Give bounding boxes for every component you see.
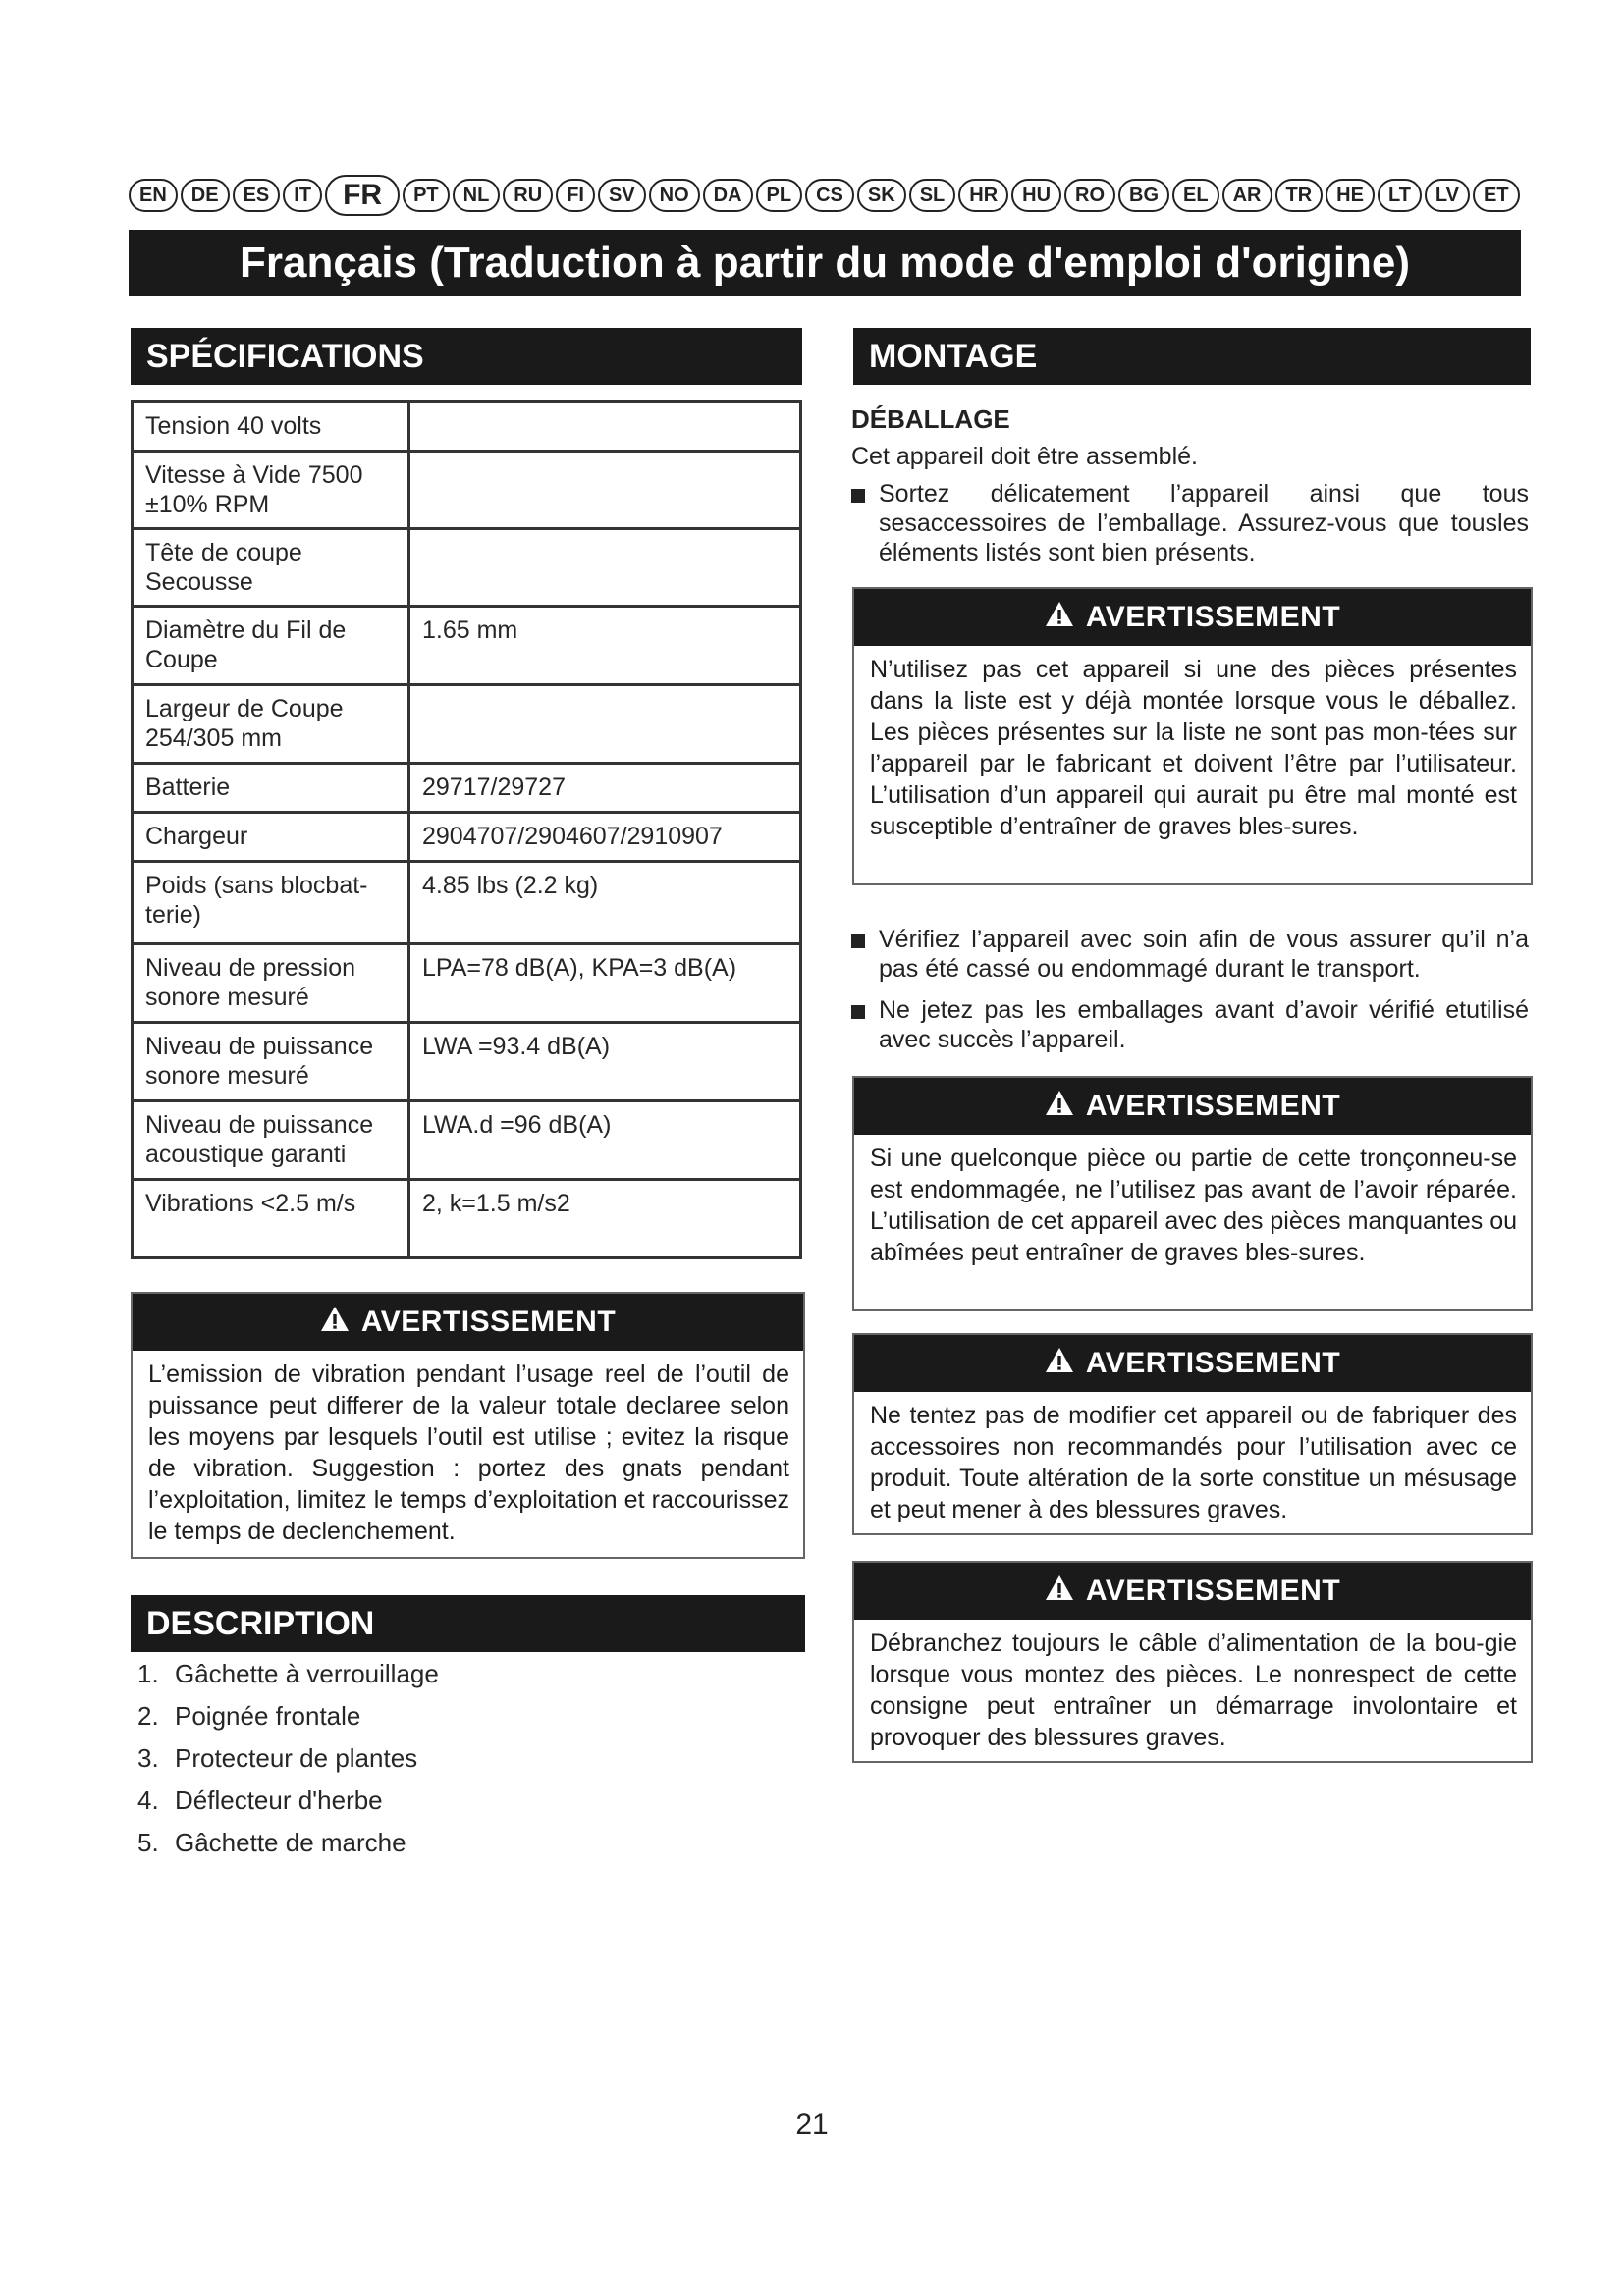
description-list (137, 1653, 439, 1864)
description-heading: DESCRIPTION (131, 1595, 805, 1652)
spec-label: Niveau de puissance acoustique garanti (133, 1101, 409, 1180)
spec-value: 2904707/2904607/2910907 (408, 813, 800, 862)
spec-row (133, 1023, 801, 1101)
montage-heading: MONTAGE (853, 328, 1531, 385)
language-chip-no: NO (649, 179, 700, 212)
spec-row (133, 1101, 801, 1180)
warning-title: AVERTISSEMENT (360, 1306, 617, 1338)
warning-text: Ne tentez pas de modifier cet appareil ou de fabriquer des accessoires non recommandés pour l’utilisation avec ce produit. Toute altération de la sorte constitue un mésusage et peut mener à des blessures graves. (870, 1402, 1517, 1523)
spec-value: LPA=78 dB(A), KPA=3 dB(A) (408, 944, 800, 1023)
list-item-number: 2. (137, 1701, 159, 1731)
warning-header (854, 1078, 1531, 1135)
spec-label: Tension 40 volts (133, 402, 409, 452)
spec-label: Chargeur (133, 813, 409, 862)
language-chip-tr: TR (1275, 179, 1324, 212)
bullet-square-icon (851, 1005, 865, 1019)
assembly-intro: Cet appareil doit être assemblé. (851, 443, 1198, 470)
spec-value (408, 402, 800, 452)
list-item-text: Protecteur de plantes (175, 1743, 418, 1773)
bullet-square-icon (851, 934, 865, 948)
list-item-number: 1. (137, 1659, 159, 1688)
language-chip-nl: NL (453, 179, 501, 212)
list-item-number: 5. (137, 1828, 159, 1857)
specifications-heading: SPÉCIFICATIONS (131, 328, 802, 385)
spec-value (408, 685, 800, 764)
language-chip-es: ES (233, 179, 281, 212)
spec-label: Niveau de pression sonore mesuré (133, 944, 409, 1023)
warning-header (133, 1294, 803, 1351)
spec-value: 4.85 lbs (2.2 kg) (408, 862, 800, 944)
spec-value: 29717/29727 (408, 764, 800, 813)
language-chip-lv: LV (1425, 179, 1470, 212)
list-item (137, 1780, 439, 1822)
list-item-number: 3. (137, 1743, 159, 1773)
language-chip-it: IT (283, 179, 322, 212)
language-chip-sk: SK (857, 179, 906, 212)
warning-text: L’emission de vibration pendant l’usage reel de l’outil de puissance peut differer de la valeur totale declaree selon les moyens par lesquels l’outil est utilise ; evitez la risque de vibration. Suggestion : portez des gnats pendant l’exploitation, limitez le temps d’exploitation et raccourissez le temps de declenchement. (148, 1361, 789, 1545)
unpack-bullet: Sortez délicatement l’appareil ainsi que tous sesaccessoires de l’emballage. Assurez-vous que tousles éléments listés sont bien présents. (851, 479, 1529, 567)
warning-title: AVERTISSEMENT (1085, 1347, 1341, 1379)
spec-label: Niveau de puissance sonore mesuré (133, 1023, 409, 1101)
language-selector (129, 175, 1509, 216)
language-chip-fr: FR (325, 175, 400, 216)
spec-label: Vitesse à Vide 7500 ±10% RPM (133, 452, 409, 529)
warning-triangle-icon (1045, 601, 1074, 635)
language-chip-el: EL (1172, 179, 1219, 212)
spec-row (133, 402, 801, 452)
page-title: Français (Traduction à partir du mode d'emploi d'origine) (129, 230, 1521, 296)
warning-header (854, 1335, 1531, 1392)
warning-header (854, 1563, 1531, 1620)
language-chip-pl: PL (756, 179, 803, 212)
language-chip-ar: AR (1222, 179, 1272, 212)
spec-label: Largeur de Coupe 254/305 mm (133, 685, 409, 764)
language-chip-de: DE (181, 179, 230, 212)
spec-label: Batterie (133, 764, 409, 813)
page-number: 21 (795, 2109, 829, 2141)
language-chip-sl: SL (909, 179, 956, 212)
spec-value: LWA.d =96 dB(A) (408, 1101, 800, 1180)
spec-value: LWA =93.4 dB(A) (408, 1023, 800, 1101)
language-chip-en: EN (129, 179, 178, 212)
spec-value (408, 529, 800, 607)
bullet-square-icon (851, 489, 865, 503)
damaged-parts-warning-box (852, 1076, 1533, 1311)
warning-triangle-icon (1045, 1347, 1074, 1381)
spec-row (133, 862, 801, 944)
spec-row (133, 813, 801, 862)
vibration-warning-box (131, 1292, 805, 1559)
language-chip-lt: LT (1378, 179, 1422, 212)
spec-value (408, 452, 800, 529)
packaging-bullet: Ne jetez pas les emballages avant d’avoir vérifié etutilisé avec succès l’appareil. (851, 995, 1529, 1054)
list-item-text: Poignée frontale (175, 1701, 361, 1731)
list-item-number: 4. (137, 1786, 159, 1815)
language-chip-fi: FI (556, 179, 595, 212)
warning-header (854, 589, 1531, 646)
warning-triangle-icon (320, 1306, 350, 1340)
spec-row (133, 529, 801, 607)
language-chip-ru: RU (503, 179, 553, 212)
language-chip-hr: HR (958, 179, 1008, 212)
warning-triangle-icon (1045, 1575, 1074, 1609)
unpacking-subheading: DÉBALLAGE (851, 404, 1010, 434)
list-item (137, 1653, 439, 1695)
spec-value: 1.65 mm (408, 607, 800, 685)
list-item (137, 1737, 439, 1780)
specifications-table (131, 400, 802, 1259)
unpacking-warning-box (852, 587, 1533, 885)
spec-row (133, 607, 801, 685)
spec-row (133, 944, 801, 1023)
list-item-text: Gâchette de marche (175, 1828, 406, 1857)
language-chip-he: HE (1326, 179, 1375, 212)
warning-text: N’utilisez pas cet appareil si une des pièces présentes dans la liste est y déjà montée lorsque vous le déballez. Les pièces présentes sur la liste ne sont pas mon-tées sur l’appareil par le fabricant et doivent l’être par l’utilisateur. L’utilisation d’un appareil qui aurait pu être mal monté est susceptible d’entraîner de graves bles-sures. (870, 656, 1517, 840)
language-chip-da: DA (703, 179, 753, 212)
warning-title: AVERTISSEMENT (1085, 1575, 1341, 1607)
warning-text: Débranchez toujours le câble d’alimentation de la bou-gie lorsque vous montez des pièces. Le nonrespect de cette consigne peut entraîner un démarrage involontaire et provoquer des blessures graves. (870, 1629, 1517, 1751)
language-chip-cs: CS (805, 179, 854, 212)
list-item (137, 1822, 439, 1864)
spec-row (133, 764, 801, 813)
language-chip-bg: BG (1118, 179, 1169, 212)
list-item-text: Gâchette à verrouillage (175, 1659, 439, 1688)
spec-label: Poids (sans blocbat-terie) (133, 862, 409, 944)
spec-row (133, 1180, 801, 1258)
language-chip-pt: PT (403, 179, 450, 212)
language-chip-et: ET (1473, 179, 1520, 212)
warning-text: Si une quelconque pièce ou partie de cette tronçonneu-se est endommagée, ne l’utilisez pas avant de l’avoir réparée. L’utilisation de cet appareil avec des pièces manquantes ou abîmées peut entraîner de graves bles-sures. (870, 1145, 1517, 1266)
warning-title: AVERTISSEMENT (1085, 601, 1341, 633)
spec-label: Tête de coupe Secousse (133, 529, 409, 607)
inspect-bullet: Vérifiez l’appareil avec soin afin de vous assurer qu’il n’a pas été cassé ou endommagé durant le transport. (851, 925, 1529, 984)
spec-row (133, 452, 801, 529)
list-item (137, 1695, 439, 1737)
warning-title: AVERTISSEMENT (1085, 1090, 1341, 1122)
spec-row (133, 685, 801, 764)
warning-triangle-icon (1045, 1090, 1074, 1124)
language-chip-sv: SV (598, 179, 646, 212)
spec-label: Vibrations <2.5 m/s (133, 1180, 409, 1258)
spec-value: 2, k=1.5 m/s2 (408, 1180, 800, 1258)
list-item-text: Déflecteur d'herbe (175, 1786, 383, 1815)
language-chip-hu: HU (1011, 179, 1061, 212)
spec-label: Diamètre du Fil de Coupe (133, 607, 409, 685)
modification-warning-box (852, 1333, 1533, 1535)
spark-plug-warning-box (852, 1561, 1533, 1763)
language-chip-ro: RO (1064, 179, 1115, 212)
